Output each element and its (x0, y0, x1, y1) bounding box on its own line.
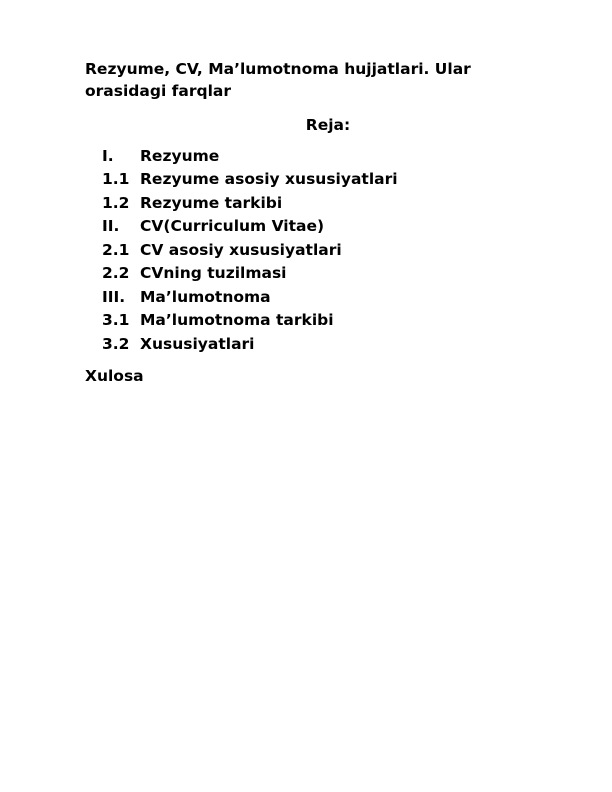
outline-item (102, 332, 398, 356)
outline-item-number: 1.2 (102, 193, 130, 212)
outline-item (102, 309, 398, 333)
outline-item-number: 2.2 (102, 264, 130, 283)
outline-item (102, 215, 398, 239)
plan-outline (102, 144, 398, 356)
outline-item-text: Ma’lumotnoma tarkibi (140, 311, 334, 330)
outline-item (102, 285, 398, 309)
outline-item-number: I. (102, 146, 114, 165)
outline-item-number: 2.1 (102, 240, 130, 259)
outline-item-text: Rezyume tarkibi (140, 193, 283, 212)
outline-item (102, 144, 398, 168)
outline-item (102, 168, 398, 192)
outline-item-number: 1.1 (102, 170, 130, 189)
outline-item-text: CV asosiy xususiyatlari (140, 240, 342, 259)
outline-item-number: III. (102, 287, 126, 306)
outline-item (102, 238, 398, 262)
outline-item-text: Ma’lumotnoma (140, 287, 271, 306)
outline-item-text: CV(Curriculum Vitae) (140, 217, 325, 236)
outline-item-text: CVning tuzilmasi (140, 264, 287, 283)
outline-item-number: 3.2 (102, 334, 130, 353)
plan-heading: Reja: (305, 116, 351, 134)
document-title: Rezyume, CV, Ma’lumotnoma hujjatlari. Ular orasidagi farqlar (85, 60, 471, 100)
outline-item (102, 191, 398, 215)
outline-item-text: Rezyume asosiy xususiyatlari (140, 170, 398, 189)
outline-item (102, 262, 398, 286)
outline-item-number: 3.1 (102, 311, 130, 330)
outline-item-text: Xususiyatlari (140, 334, 255, 353)
conclusion-heading: Xulosa (85, 367, 144, 385)
outline-item-text: Rezyume (140, 146, 220, 165)
outline-item-number: II. (102, 217, 120, 236)
